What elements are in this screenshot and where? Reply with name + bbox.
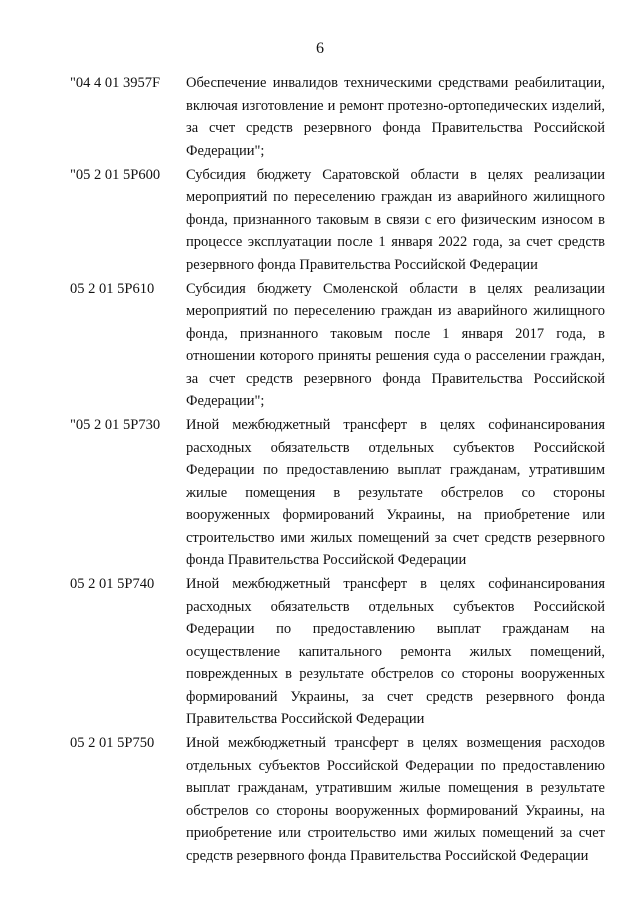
- classification-code: 05 2 01 5Р750: [70, 735, 155, 751]
- classification-description: Обеспечение инвалидов техническими средствами реабилитации, включая изготовление и ремонт протезно-ортопедических изделий, за счет средств резервного фонда Правительства Российской Федерации";: [186, 75, 605, 159]
- list-item: [70, 72, 605, 162]
- classification-code: "05 2 01 5Р730: [70, 417, 161, 433]
- list-item: [70, 573, 605, 731]
- list-item: [70, 414, 605, 572]
- page-number: 6: [316, 40, 324, 57]
- list-item: [70, 164, 605, 277]
- classification-description: Иной межбюджетный трансферт в целях софинансирования расходных обязательств отдельных субъектов Российской Федерации по предоставлению выплат гражданам, утратившим жилые помещения в результате обстрелов со стороны вооруженных формирований Украины, на приобретение или строительство ими жилых помещений за счет средств резервного фонда Правительства Российской Федерации: [186, 417, 605, 568]
- classification-code: 05 2 01 5Р740: [70, 576, 155, 592]
- classification-description: Субсидия бюджету Смоленской области в целях реализации мероприятий по переселению граждан из аварийного жилищного фонда, признанного таковым после 1 января 2017 года, в отношении которого приняты решения суда о расселении граждан, за счет средств резервного фонда Правительства Российской Федерации";: [186, 280, 605, 409]
- classification-code: "04 4 01 3957F: [70, 75, 161, 91]
- classification-description: Иной межбюджетный трансферт в целях софинансирования расходных обязательств отдельных субъектов Российской Федерации по предоставлению выплат гражданам на осуществление капитального ремонта жилых помещений, поврежденных в результате обстрелов со стороны вооруженных формирований Украины, за счет средств резервного фонда Правительства Российской Федерации: [186, 576, 605, 727]
- budget-classification-list: [70, 72, 605, 869]
- classification-code: "05 2 01 5Р600: [70, 166, 161, 183]
- classification-description: Иной межбюджетный трансферт в целях возмещения расходов отдельных субъектов Российской Федерации по предоставлению выплат гражданам, утратившим жилые помещения в результате обстрелов со стороны вооруженных формирований Украины, на приобретение или строительство ими жилых помещений за счет средств резервного фонда Правительства Российской Федерации: [186, 735, 605, 864]
- list-item: [70, 732, 605, 867]
- list-item: [70, 278, 605, 413]
- classification-description: Субсидия бюджету Саратовской области в целях реализации мероприятий по переселению граждан из аварийного жилищного фонда, признанного таковым в связи с его физическим износом в процессе эксплуатации после 1 января 2022 года, за счет средств резервного фонда Правительства Российской Федерации: [186, 166, 605, 273]
- classification-code: 05 2 01 5Р610: [70, 280, 155, 297]
